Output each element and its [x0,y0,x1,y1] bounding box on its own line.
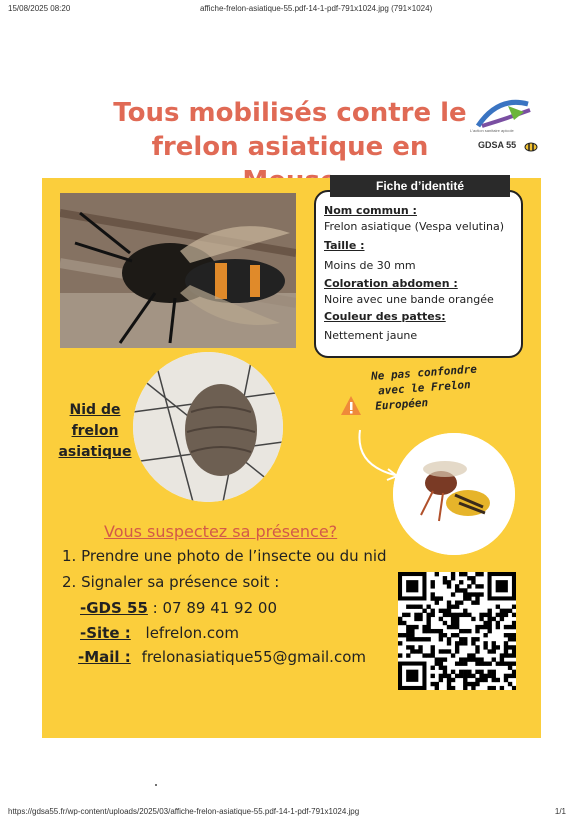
contact-mail-label: -Mail : [78,648,131,666]
id-label-abdomen: Coloration abdomen : [324,277,458,290]
contact-phone-value[interactable]: 07 89 41 92 00 [162,599,277,617]
nest-label-line1: Nid de [69,402,121,418]
poster-title-line2: frelon asiatique en [151,132,429,162]
contact-site-label: -Site : [80,624,131,642]
id-label-legs: Couleur des pattes: [324,310,446,323]
id-label-size: Taille : [324,239,365,252]
note-line1: Ne pas confondre [370,362,478,383]
poster-title-line1: Tous mobilisés contre le [113,98,467,128]
warning-icon [340,395,362,417]
note-line3: Européen [374,396,429,413]
contact-mail [78,648,366,666]
contact-phone [80,599,277,617]
bee-icon [524,140,538,152]
contact-site [80,624,239,642]
id-value-legs: Nettement jaune [324,329,418,342]
suspect-heading: Vous suspectez sa présence? [104,522,338,541]
id-value-abdomen: Noire avec une bande orangée [324,293,494,306]
contact-site-value[interactable]: lefrelon.com [145,624,239,642]
nest-illustration-icon [133,352,283,502]
print-url: https://gdsa55.fr/wp-content/uploads/2025/03/affiche-frelon-asiatique-55.pdf-14-1-pdf-791x1024.jpg [8,807,360,816]
stray-dot [155,784,157,786]
contact-mail-sep [131,648,136,666]
note-line2: avec le Frelon [377,378,472,398]
step-1: 1. Prendre une photo de l’insecte ou du nid [62,547,387,565]
id-card-header: Fiche d’identité [330,175,510,197]
id-value-size: Moins de 30 mm [324,259,416,272]
contact-phone-sep: : [147,599,163,617]
contact-site-sep [131,624,136,642]
id-value-name: Frelon asiatique (Vespa velutina) [324,220,505,233]
logo-org: GDSA 55 [478,140,517,150]
nest-label-line3: asiatique [58,444,132,460]
step-2: 2. Signaler sa présence soit : [62,573,280,591]
contact-phone-label: -GDS 55 [80,599,148,617]
logo-tagline: L'action sanitaire apicole [470,128,514,133]
hornet-photo [60,193,296,348]
id-card [314,190,523,358]
hornet-illustration-icon [60,193,296,348]
nest-photo [133,352,283,502]
european-hornet-icon [393,433,515,555]
id-label-name: Nom commun : [324,204,417,217]
print-page-count: 1/1 [554,807,566,816]
gdsa-logo [468,96,550,160]
print-doc-title: affiche-frelon-asiatique-55.pdf-14-1-pdf-791x1024.jpg (791×1024) [200,4,433,13]
contact-mail-value[interactable]: frelonasiatique55@gmail.com [141,648,366,666]
european-hornet-photo [393,433,515,555]
nest-label-line2: frelon [71,423,119,439]
nest-label [55,400,135,463]
print-datetime: 15/08/2025 08:20 [8,4,71,13]
qr-code[interactable] [398,572,516,690]
qr-code-icon [398,572,516,690]
